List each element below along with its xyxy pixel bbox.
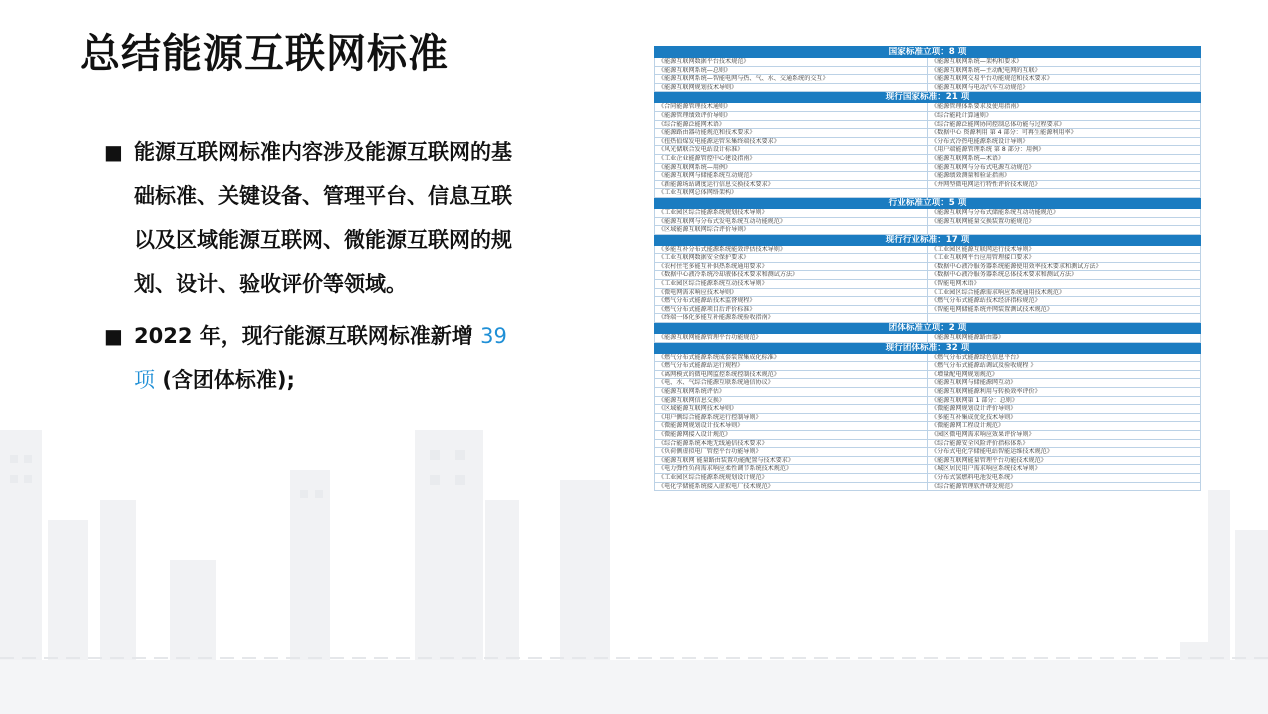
summary-bullets bbox=[104, 130, 514, 410]
standard-name-cell: 《扭热值煤发电能源运管采集终端技术要求》 bbox=[655, 137, 928, 146]
table-row bbox=[655, 111, 1201, 120]
standard-name-cell: 《城区居民用户需求响应系统技术导则》 bbox=[928, 465, 1201, 474]
table-row bbox=[655, 66, 1201, 75]
standards-table-panel bbox=[648, 40, 1208, 642]
standard-name-cell: 《电、水、气综合能源互联系统通信协议》 bbox=[655, 379, 928, 388]
standard-name-cell: 《燃气分布式能源系统成套装置集成化标准》 bbox=[655, 353, 928, 362]
standard-name-cell: 《多能互补分布式能源系统能效评估技术导则》 bbox=[655, 245, 928, 254]
standard-name-cell: 《能源互联网规划技术导则》 bbox=[655, 83, 928, 92]
standard-name-cell: 《工业园区能源互联网运行技术导则》 bbox=[928, 245, 1201, 254]
page-title: 总结能源互联网标准 bbox=[80, 31, 449, 77]
bullet-new-standards-suffix: (含团体标准); bbox=[162, 368, 295, 392]
table-row bbox=[655, 482, 1201, 491]
standard-name-cell: 《区域能源互联网技术导则》 bbox=[655, 405, 928, 414]
section-header-row bbox=[655, 92, 1201, 103]
standard-name-cell: 《能源互联网能量交换装置功能规范》 bbox=[928, 217, 1201, 226]
standard-name-cell: 《能源互联网系统评估》 bbox=[655, 388, 928, 397]
standard-name-cell: 《综合能源泛能网协同控制总体功能与过程要求》 bbox=[928, 120, 1201, 129]
standard-name-cell: 《能源互联网系统—智能电网与热、气、水、交通系统的交互》 bbox=[655, 75, 928, 84]
standard-name-cell: 《区域能源互联网综合评价导则》 bbox=[655, 226, 928, 235]
standard-name-cell: 《增量配电网规划规范》 bbox=[928, 370, 1201, 379]
standard-name-cell: 《燃气分布式能源绿色信息平台》 bbox=[928, 353, 1201, 362]
section-header: 团体标准立项：2 项 bbox=[655, 323, 1201, 334]
table-row bbox=[655, 180, 1201, 189]
section-header-row bbox=[655, 234, 1201, 245]
table-row bbox=[655, 405, 1201, 414]
standard-name-cell: 《能源互联网与分布式发电系统互动功能规范》 bbox=[655, 217, 928, 226]
square-bullet-icon: ■ bbox=[104, 140, 123, 164]
standard-name-cell: 《工业互联网数据安全保护要求》 bbox=[655, 254, 928, 263]
standard-name-cell: 《燃气分布式能源站运行规程》 bbox=[655, 362, 928, 371]
standard-name-cell: 《能源互联网与分布式电源互动规范》 bbox=[928, 163, 1201, 172]
table-row bbox=[655, 473, 1201, 482]
section-header: 现行国家标准：21 项 bbox=[655, 92, 1201, 103]
standard-name-cell: 《能源互联网 能量路由装置功能配置与技术要求》 bbox=[655, 456, 928, 465]
standard-name-cell: 《微电网需求响应技术导则》 bbox=[655, 288, 928, 297]
table-row bbox=[655, 129, 1201, 138]
standard-name-cell: 《工业园区综合能源系统规划技术导则》 bbox=[655, 208, 928, 217]
standard-name-cell bbox=[928, 226, 1201, 235]
standard-name-cell: 《离网模式的微电网监控系统控制技术规范》 bbox=[655, 370, 928, 379]
section-header-row bbox=[655, 323, 1201, 334]
table-row bbox=[655, 362, 1201, 371]
standard-name-cell: 《能源互联网能源管理平台功能规范》 bbox=[655, 334, 928, 343]
standard-name-cell: 《电化学储能系统接入虚拟电厂技术规范》 bbox=[655, 482, 928, 491]
standards-table bbox=[654, 46, 1201, 491]
table-row bbox=[655, 280, 1201, 289]
standard-name-cell: 《数据中心 资源利用 第 4 部分：可再生能源利用率》 bbox=[928, 129, 1201, 138]
section-header-row bbox=[655, 342, 1201, 353]
table-row bbox=[655, 353, 1201, 362]
table-row bbox=[655, 262, 1201, 271]
bullet-new-standards bbox=[104, 314, 514, 402]
standard-name-cell: 《工业互联网平台应用管理接口要求》 bbox=[928, 254, 1201, 263]
standard-name-cell: 《能源互联网能源利用与转换效率评价》 bbox=[928, 388, 1201, 397]
standard-name-cell: 《综合能源管理软件研发规范》 bbox=[928, 482, 1201, 491]
section-header: 国家标准立项：8 项 bbox=[655, 47, 1201, 58]
standard-name-cell: 《微能源网接入设计规范》 bbox=[655, 430, 928, 439]
standard-name-cell: 《工业园区综合能源需求响应系统通用技术规范》 bbox=[928, 288, 1201, 297]
table-row bbox=[655, 245, 1201, 254]
table-row bbox=[655, 430, 1201, 439]
standard-name-cell: 《能源互联网系统—用例》 bbox=[655, 163, 928, 172]
standard-name-cell: 《燃气分布式能源站技术经济指标规范》 bbox=[928, 297, 1201, 306]
standard-name-cell: 《微能源网规划设计技术导则》 bbox=[655, 422, 928, 431]
standard-name-cell: 《燃气分布式能源站技术监督规程》 bbox=[655, 297, 928, 306]
standard-name-cell: 《数据中心液冷服务器系统能源使用效率技术要求和测试方法》 bbox=[928, 262, 1201, 271]
standard-name-cell: 《工业园区综合能源系统规划设计规范》 bbox=[655, 473, 928, 482]
table-row bbox=[655, 154, 1201, 163]
standard-name-cell: 《风光储联合发电站设计标准》 bbox=[655, 146, 928, 155]
table-row bbox=[655, 448, 1201, 457]
standard-name-cell: 《智能电网术语》 bbox=[928, 280, 1201, 289]
standard-name-cell: 《微能源网规划设计评价导则》 bbox=[928, 405, 1201, 414]
table-row bbox=[655, 388, 1201, 397]
table-row bbox=[655, 305, 1201, 314]
standard-name-cell: 《农村住宅多能互补供热系统通用要求》 bbox=[655, 262, 928, 271]
standard-name-cell: 《分布式电化学储能电站智能运维技术规范》 bbox=[928, 448, 1201, 457]
standard-name-cell: 《电力弹性负荷需求响应柔性调节系统技术规范》 bbox=[655, 465, 928, 474]
standard-name-cell: 《综合能源系统本地无线通信技术要求》 bbox=[655, 439, 928, 448]
standard-name-cell: 《工业企业能源管控中心建设指南》 bbox=[655, 154, 928, 163]
standard-name-cell: 《能源互联网系统—架构和要求》 bbox=[928, 58, 1201, 67]
standard-name-cell: 《能源互联网系统—术语》 bbox=[928, 154, 1201, 163]
table-row bbox=[655, 58, 1201, 67]
standard-name-cell: 《分布式冷热电能源系统设计导则》 bbox=[928, 137, 1201, 146]
table-row bbox=[655, 271, 1201, 280]
standard-name-cell: 《燃气分布式能源站调试及验收规程 》 bbox=[928, 362, 1201, 371]
standard-name-cell: 《能源互联网数据平台技术规范》 bbox=[655, 58, 928, 67]
bullet-new-standards-prefix: 2022 年，现行能源互联网标准新增 bbox=[134, 324, 473, 348]
new-standards-count: 39项 bbox=[134, 324, 507, 392]
table-row bbox=[655, 137, 1201, 146]
section-header: 现行行业标准：17 项 bbox=[655, 234, 1201, 245]
standard-name-cell: 《数据中心液冷系统冷却液体技术要求和测试方法》 bbox=[655, 271, 928, 280]
standard-name-cell: 《微能源网工程设计规范》 bbox=[928, 422, 1201, 431]
table-row bbox=[655, 163, 1201, 172]
table-row bbox=[655, 208, 1201, 217]
table-row bbox=[655, 334, 1201, 343]
standard-name-cell: 《能源互联网信息交换》 bbox=[655, 396, 928, 405]
standard-name-cell: 《园区微电网需求响应效果评价导则》 bbox=[928, 430, 1201, 439]
table-row bbox=[655, 189, 1201, 198]
bullet-scope bbox=[104, 130, 514, 306]
standard-name-cell: 《能源互联网能量管理平台功能技术规范》 bbox=[928, 456, 1201, 465]
standard-name-cell: 《能源互联网与电动汽车互动规范》 bbox=[928, 83, 1201, 92]
table-row bbox=[655, 396, 1201, 405]
table-row bbox=[655, 83, 1201, 92]
table-row bbox=[655, 314, 1201, 323]
standard-name-cell bbox=[928, 314, 1201, 323]
standard-name-cell: 《终端一体化多能互补能源系统验收指南》 bbox=[655, 314, 928, 323]
standard-name-cell: 《能源互联网交易平台功能规范和技术要求》 bbox=[928, 75, 1201, 84]
standard-name-cell: 《智能电网储能系统并网装置测试技术规范》 bbox=[928, 305, 1201, 314]
standard-name-cell: 《并网型微电网运行特性评价技术规范》 bbox=[928, 180, 1201, 189]
standard-name-cell: 《燃气分布式能源项目后评价标准》 bbox=[655, 305, 928, 314]
table-row bbox=[655, 297, 1201, 306]
section-header: 现行团体标准：32 项 bbox=[655, 342, 1201, 353]
standard-name-cell: 《能源管理体系要求及使用指南》 bbox=[928, 103, 1201, 112]
standard-name-cell: 《数据中心液冷服务器系统总体技术要求和测试方法》 bbox=[928, 271, 1201, 280]
table-row bbox=[655, 456, 1201, 465]
standard-name-cell: 《能源互联网能源路由器》 bbox=[928, 334, 1201, 343]
table-row bbox=[655, 422, 1201, 431]
standard-name-cell: 《工业园区综合能源系统互动技术导则》 bbox=[655, 280, 928, 289]
standard-name-cell: 《综合能源泛能网术语》 bbox=[655, 120, 928, 129]
square-bullet-icon: ■ bbox=[104, 324, 123, 348]
section-header: 行业标准立项：5 项 bbox=[655, 197, 1201, 208]
standard-name-cell: 《用户端能源管理系统 第 8 部分：用例》 bbox=[928, 146, 1201, 155]
table-row bbox=[655, 288, 1201, 297]
table-row bbox=[655, 439, 1201, 448]
table-row bbox=[655, 465, 1201, 474]
standard-name-cell bbox=[928, 189, 1201, 198]
table-row bbox=[655, 146, 1201, 155]
standard-name-cell: 《多能互补集成优化技术导则》 bbox=[928, 413, 1201, 422]
table-row bbox=[655, 379, 1201, 388]
table-row bbox=[655, 172, 1201, 181]
standard-name-cell: 《分布式氢燃料电池发电系统》 bbox=[928, 473, 1201, 482]
standard-name-cell: 《新能源场站调度运行信息交换技术要求》 bbox=[655, 180, 928, 189]
standard-name-cell: 《能源互联网与储能源网互动》 bbox=[928, 379, 1201, 388]
standard-name-cell: 《能源互联网系统—主动配电网的互联》 bbox=[928, 66, 1201, 75]
table-row bbox=[655, 103, 1201, 112]
table-row bbox=[655, 254, 1201, 263]
standard-name-cell: 《能源管理绩效评价导则》 bbox=[655, 111, 928, 120]
standard-name-cell: 《能源互联网与分布式储能系统互动功能规范》 bbox=[928, 208, 1201, 217]
standard-name-cell: 《能源互联网系统—总则》 bbox=[655, 66, 928, 75]
bullet-scope-text: 能源互联网标准内容涉及能源互联网的基础标准、关键设备、管理平台、信息互联以及区域能源互联网、微能源互联网的规划、设计、验收评价等领域。 bbox=[134, 140, 512, 296]
standard-name-cell: 《能源绩效测量和验证指南》 bbox=[928, 172, 1201, 181]
table-row bbox=[655, 75, 1201, 84]
standard-name-cell: 《能源互联网与储能系统互动规范》 bbox=[655, 172, 928, 181]
table-row bbox=[655, 413, 1201, 422]
table-row bbox=[655, 120, 1201, 129]
section-header-row bbox=[655, 197, 1201, 208]
section-header-row bbox=[655, 47, 1201, 58]
standard-name-cell: 《综合能源安全风险评价指标体系》 bbox=[928, 439, 1201, 448]
standard-name-cell: 《综合能耗计算通则》 bbox=[928, 111, 1201, 120]
standard-name-cell: 《工业互联网总体网络架构》 bbox=[655, 189, 928, 198]
standard-name-cell: 《能源互联网第 1 部分：总则》 bbox=[928, 396, 1201, 405]
standard-name-cell: 《用户侧综合能源系统运行控制导则》 bbox=[655, 413, 928, 422]
standard-name-cell: 《能源路由器功能规范和技术要求》 bbox=[655, 129, 928, 138]
table-row bbox=[655, 217, 1201, 226]
standard-name-cell: 《负荷侧虚拟电厂管控平台功能导则》 bbox=[655, 448, 928, 457]
table-row bbox=[655, 226, 1201, 235]
standard-name-cell: 《合同能源管理技术通则》 bbox=[655, 103, 928, 112]
table-row bbox=[655, 370, 1201, 379]
